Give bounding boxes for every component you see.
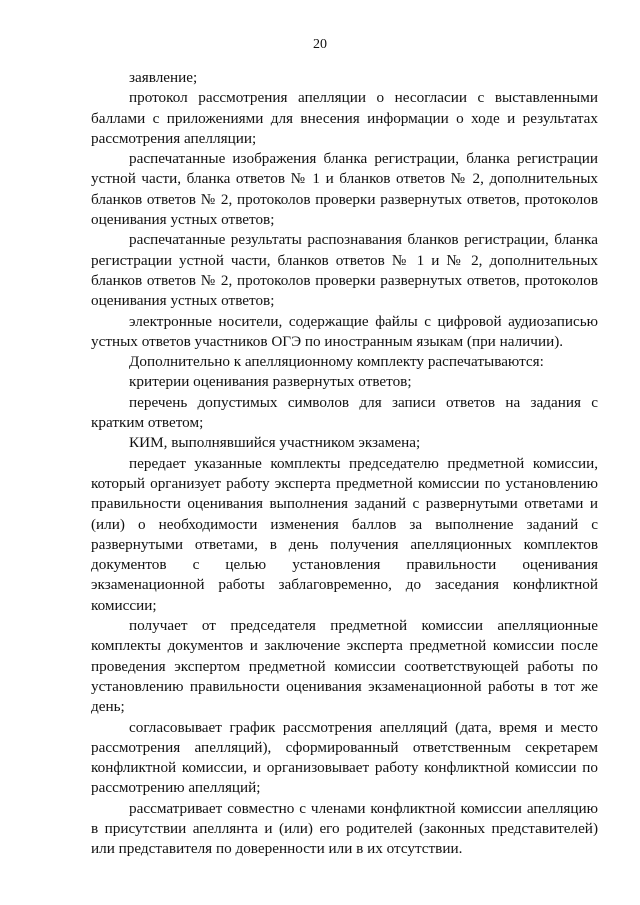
paragraph: Дополнительно к апелляционному комплекту распечатываются: (129, 353, 544, 371)
paragraph: критерии оценивания развернутых ответов; (129, 373, 412, 391)
paragraph: распечатанные результаты распознавания бланков регистрации, бланка регистрации устной части, бланков ответов № 1 и № 2, дополнительных бланков ответов № 2, протоколов проверки развернутых ответов, протоколов оценивания устных ответов; (91, 231, 598, 310)
paragraph: протокол рассмотрения апелляции о несогласии с выставленными баллами с приложениями для внесения информации о ходе и результатах рассмотрения апелляции; (91, 89, 598, 147)
paragraph: перечень допустимых символов для записи ответов на задания с кратким ответом; (91, 393, 598, 432)
paragraph: распечатанные изображения бланка регистрации, бланка регистрации устной части, бланка ответов № 1 и бланков ответов № 2, дополнительных бланков ответов № 2, протоколов проверки развернутых ответов, протоколов оценивания устных ответов; (91, 150, 598, 229)
paragraph: согласовывает график рассмотрения апелляций (дата, время и место рассмотрения апелляций), сформированный ответственным секретарем конфликтной комиссии, и организовывает работу конфликтной комиссии по рассмотрению апелляций; (91, 718, 598, 797)
paragraph: передает указанные комплекты председателю предметной комиссии, который организует работу эксперта предметной комиссии по установлению правильности оценивания выполнения заданий с развернутыми ответами и (или) о необходимости изменения баллов за выполнение заданий с развернутыми ответами, в день получения апелляционных комплектов документов с целью установления правильности оценивания экзаменационной работы заблаговременно, до заседания конфликтной комиссии; (91, 454, 598, 614)
paragraph: получает от председателя предметной комиссии апелляционные комплекты документов и заключение эксперта предметной комиссии после проведения экспертом предметной комиссии соответствующей работы по установлению правильности оценивания экзаменационной работы в тот же день; (91, 617, 598, 716)
paragraph: КИМ, выполнявшийся участником экзамена; (129, 434, 421, 452)
paragraph: электронные носители, содержащие файлы с цифровой аудиозаписью устных ответов участников ОГЭ по иностранным языкам (при наличии). (91, 312, 598, 350)
paragraph: заявление; (129, 69, 198, 86)
document-body (91, 68, 598, 860)
paragraph: рассматривает совместно с членами конфликтной комиссии апелляцию в присутствии апеллянта и (или) его родителей (законных представителей) или представителя по доверенности или в их отсутствии. (91, 799, 598, 858)
page-number: 20 (313, 37, 327, 52)
